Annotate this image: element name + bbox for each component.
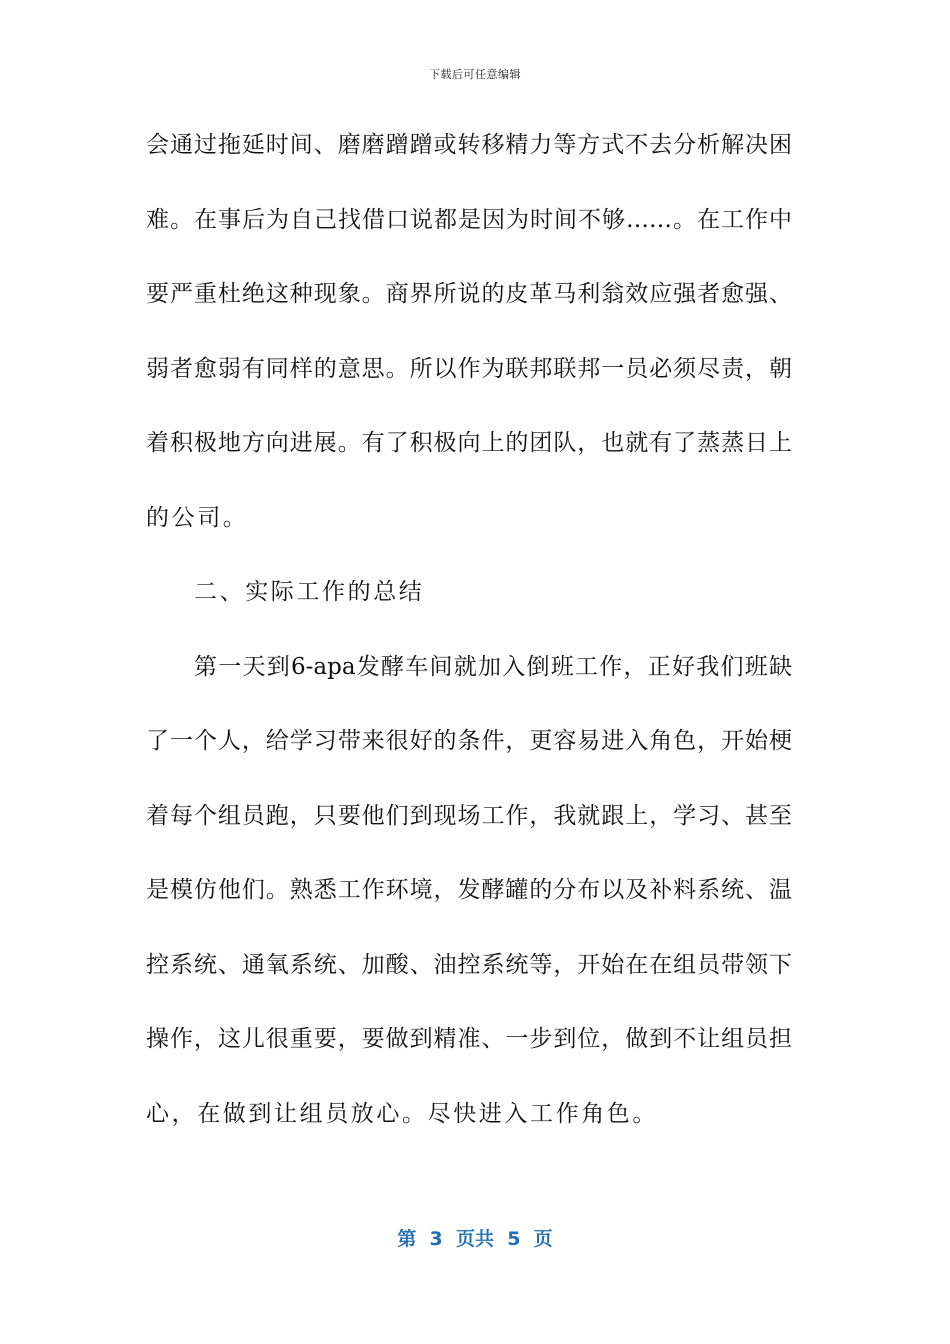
text-line: 要严重杜绝这种现象。商界所说的皮革马利翁效应强者愈强、 [146,281,792,307]
section-heading-text: 二、实际工作的总结 [194,579,425,605]
section-heading [146,567,792,642]
text-line: 心，在做到让组员放心。尽快进入工作角色。 [146,1100,658,1127]
text-line: 弱者愈弱有同样的意思。所以作为联邦联邦一员必须尽责，朝 [146,355,792,382]
paragraph-1 [146,120,792,567]
text-line: 着每个组员跑，只要他们到现场工作，我就跟上，学习、甚至 [146,802,792,829]
text-line: 控系统、通氧系统、加酸、油控系统等，开始在在组员带领下 [146,951,792,978]
text-line: 第一天到6-apa发酵车间就加入倒班工作，正好我们班缺 [194,653,792,680]
text-line: 操作，这儿很重要，要做到精准、一步到位，做到不让组员担 [146,1026,792,1052]
page-header: 下载后可任意编辑 [429,68,521,81]
text-line: 的公司。 [146,504,249,531]
page-number-footer: 第 3 页共 5 页 [397,1228,553,1250]
text-line: 难。在事后为自己找借口说都是因为时间不够……。在工作中 [146,206,792,233]
text-line: 了一个人，给学习带来很好的条件，更容易进入角色，开始梗 [146,728,792,754]
text-line: 着积极地方向进展。有了积极向上的团队，也就有了蒸蒸日上 [146,430,792,456]
text-line: 是模仿他们。熟悉工作环境，发酵罐的分布以及补料系统、温 [146,877,792,903]
document-body [146,120,792,1163]
paragraph-2 [146,642,792,1164]
text-line: 会通过拖延时间、磨磨蹭蹭或转移精力等方式不去分析解决困 [146,132,792,158]
